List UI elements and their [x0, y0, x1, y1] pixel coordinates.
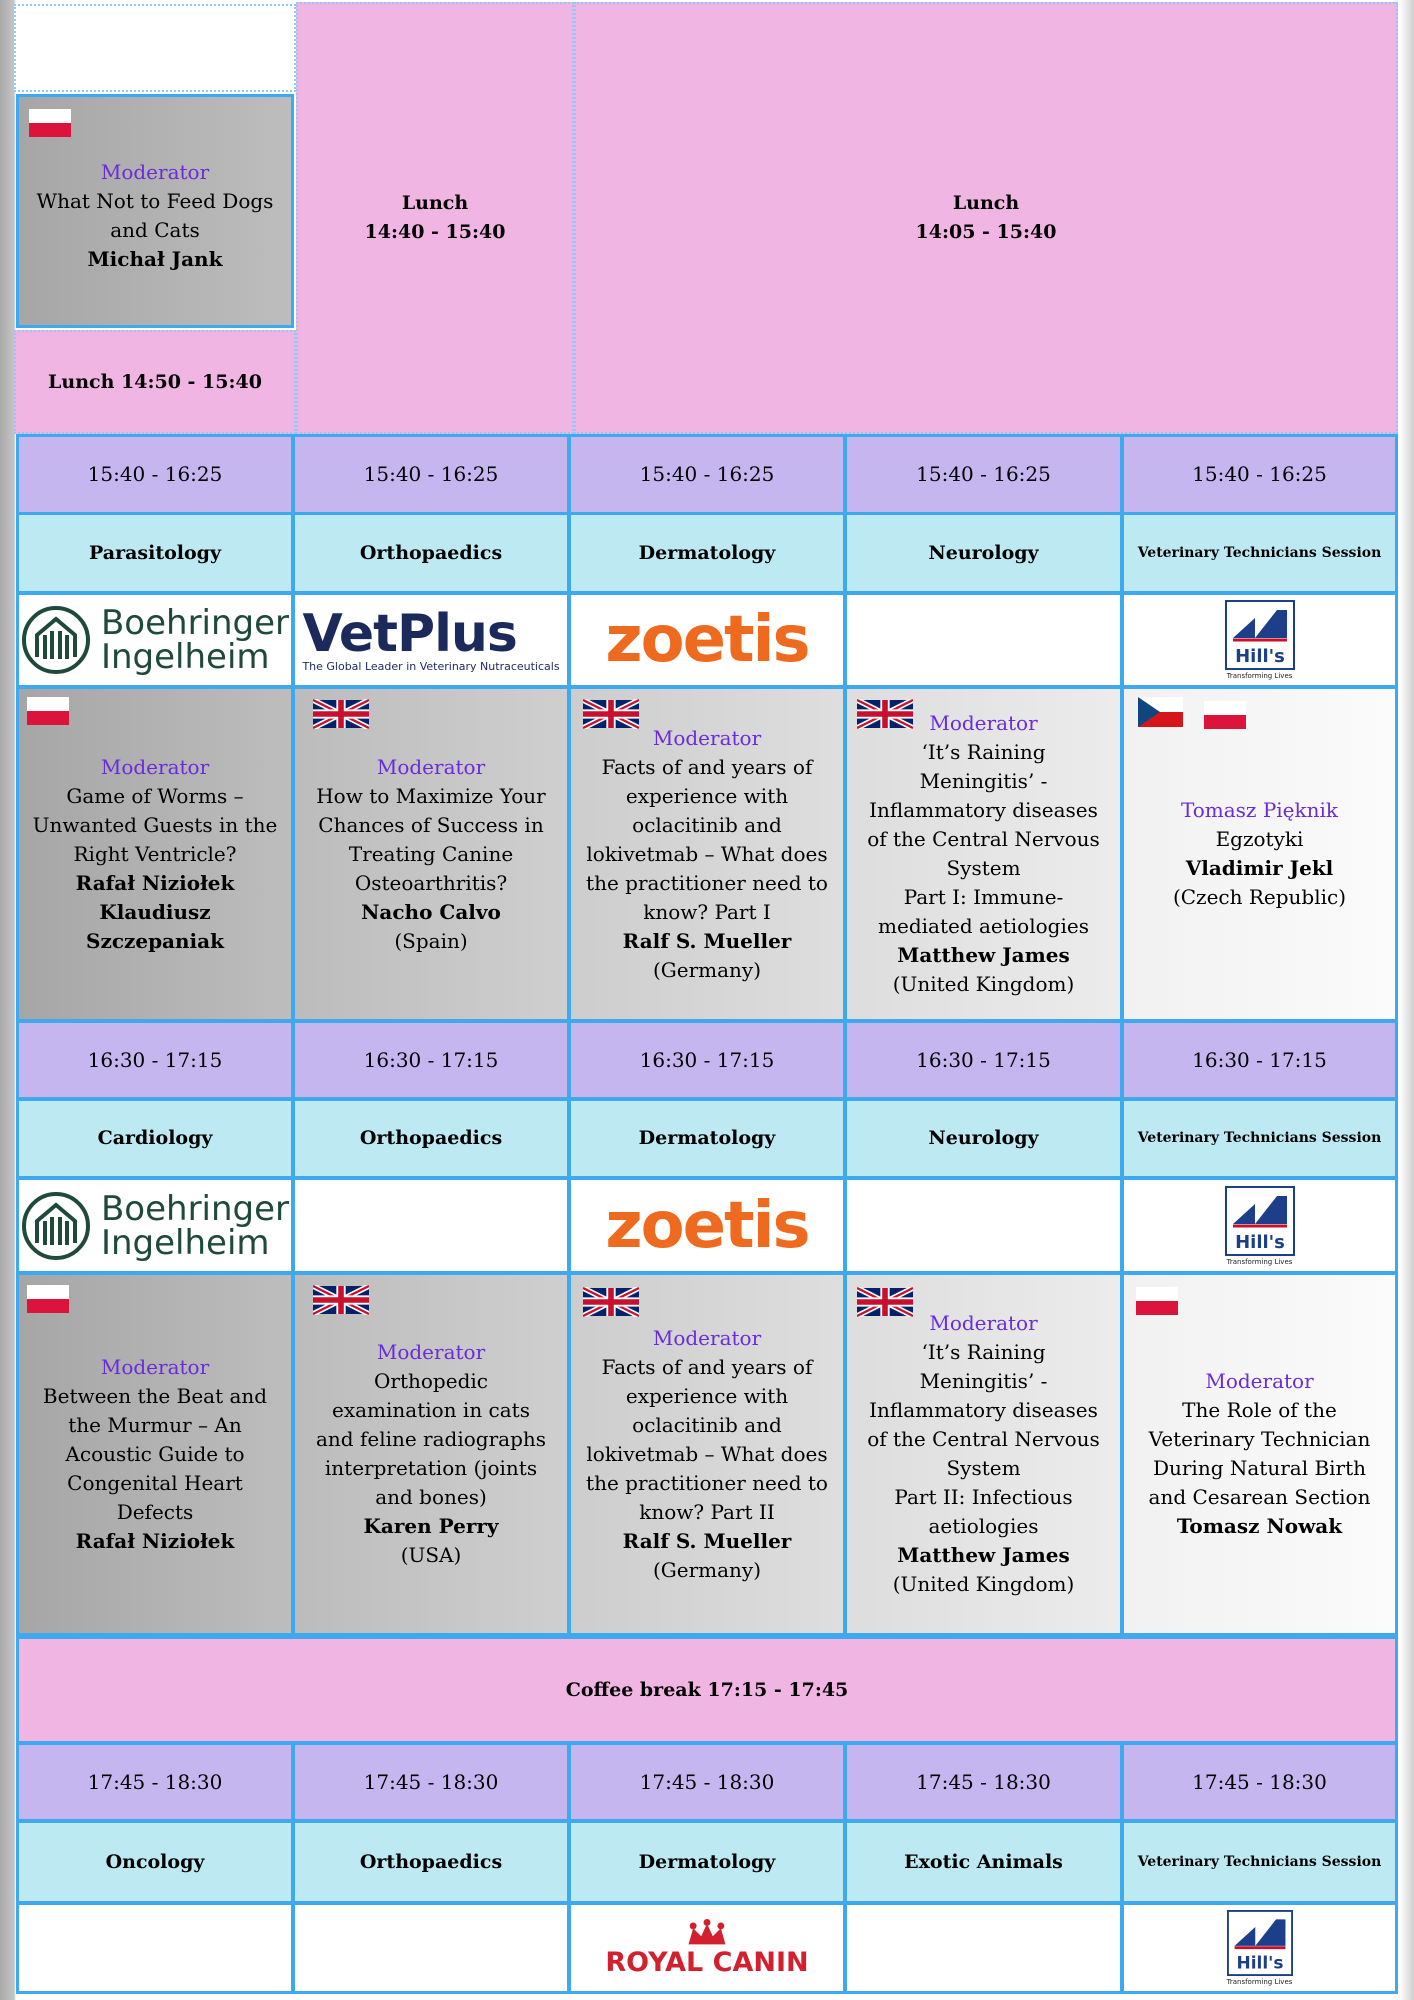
royal-canin-logo: [605, 1919, 808, 1977]
session-subtitle: Part II: Infectious aetiologies: [894, 1485, 1073, 1538]
moderator-label: Moderator: [1205, 1369, 1314, 1393]
sponsor-cell: [568, 1177, 846, 1274]
time-slot: [568, 1020, 846, 1100]
session-title: ‘It’s Raining Meningitis’ - Inflammatory diseases of the Central Nervous System: [867, 1340, 1100, 1480]
speaker-name: Karen Perry: [363, 1514, 499, 1538]
sponsor-cell: [1121, 1177, 1398, 1274]
topic-label: Dermatology: [638, 541, 776, 564]
session-title: Orthopedic examination in cats and feline radiographs interpretation (joints and bones): [315, 1369, 547, 1509]
topic-label: Orthopaedics: [359, 1127, 503, 1149]
topic-label: Neurology: [928, 541, 1039, 564]
topic-label: Exotic Animals: [904, 1850, 1063, 1873]
session-cell: [292, 1272, 570, 1636]
session-title: Facts of and years of experience with oclacitinib and lokivetmab – What does the practitioner need to know? Part II: [586, 1354, 828, 1524]
session-title: The Role of the Veterinary Technician During Natural Birth and Cesarean Section: [1148, 1398, 1371, 1509]
topic-cell: [568, 1098, 846, 1179]
speaker-country: (United Kingdom): [892, 1572, 1075, 1596]
logo-tagline: Transforming Lives: [1226, 1257, 1293, 1266]
boehringer-ingelheim-logo: [21, 605, 289, 675]
topic-cell: [844, 1098, 1123, 1179]
session-title: How to Maximize Your Chances of Success in Treating Canine Osteoarthritis?: [316, 783, 546, 895]
speaker-country: (Germany): [652, 1557, 762, 1582]
time-slot: [1121, 1020, 1398, 1100]
hills-logo: [1225, 600, 1295, 680]
hills-logo: [1225, 1186, 1295, 1266]
time-text: 16:30 - 17:15: [639, 1047, 775, 1072]
moderator-label: Moderator: [376, 754, 486, 779]
session-title: Between the Beat and the Murmur – An Acoustic Guide to Congenital Heart Defects: [42, 1383, 268, 1524]
time-text: 15:40 - 16:25: [916, 462, 1051, 486]
moderator-label: Moderator: [929, 711, 1038, 735]
topic-label: Dermatology: [638, 1127, 776, 1149]
time-slot: [292, 1742, 570, 1822]
sponsor-cell: [1121, 1902, 1398, 1994]
hills-icon: [1225, 1186, 1295, 1256]
topic-label: Dermatology: [638, 1850, 776, 1873]
speaker-country: (Czech Republic): [1172, 885, 1347, 909]
sponsor-cell-empty: [292, 1177, 570, 1274]
topic-cell: [1121, 1820, 1398, 1904]
time-text: 15:40 - 16:25: [363, 462, 499, 486]
time-slot: [568, 1742, 846, 1822]
topic-cell: [292, 512, 570, 594]
uk-flag-icon: [857, 1287, 913, 1317]
time-slot: [568, 434, 846, 515]
topic-label: Cardiology: [97, 1127, 213, 1149]
session-title: ‘It’s Raining Meningitis’ - Inflammatory diseases of the Central Nervous System: [867, 740, 1100, 880]
speaker-name: Tomasz Nowak: [1176, 1514, 1343, 1538]
uk-flag-icon: [857, 699, 913, 729]
sponsor-cell: [568, 1902, 846, 1994]
time-slot: [844, 434, 1123, 515]
topic-cell: [292, 1098, 570, 1179]
topic-cell: [16, 1098, 294, 1179]
time-slot: [16, 1020, 294, 1100]
uk-flag-icon: [313, 1285, 369, 1315]
lunch-cell-wide: [574, 2, 1398, 434]
lunch-label: Lunch: [401, 192, 469, 214]
speaker-country: (Germany): [652, 957, 762, 982]
speaker-country: (USA): [400, 1543, 462, 1567]
speaker-name: Ralf S. Mueller: [622, 1528, 792, 1553]
crown-icon: [677, 1919, 737, 1949]
lunch-time: 14:40 - 15:40: [364, 221, 506, 243]
topic-cell: [16, 512, 294, 594]
speaker-country: (United Kingdom): [892, 972, 1075, 996]
topic-label: Veterinary Technicians Session: [1137, 1853, 1382, 1870]
top-empty-cell: [14, 4, 296, 92]
session-title: What Not to Feed Dogs and Cats: [36, 189, 274, 242]
session-cell: [844, 1272, 1123, 1636]
session-title: Egzotyki: [1215, 827, 1304, 851]
lunch-label: Lunch 14:50 - 15:40: [48, 370, 262, 393]
topic-cell: [1121, 1098, 1398, 1179]
time-text: 15:40 - 16:25: [1192, 462, 1327, 486]
time-text: 17:45 - 18:30: [916, 1769, 1051, 1794]
moderator-label: Moderator: [100, 754, 210, 779]
sponsor-cell: [1121, 592, 1398, 688]
speaker-name: Klaudiusz Szczepaniak: [86, 899, 224, 953]
session-title: Facts of and years of experience with oclacitinib and lokivetmab – What does the practitioner need to know? Part I: [586, 754, 828, 924]
hills-logo: [1227, 1910, 1293, 1986]
topic-label: Veterinary Technicians Session: [1137, 1130, 1382, 1146]
time-text: 15:40 - 16:25: [639, 462, 775, 486]
topic-cell: [844, 1820, 1123, 1904]
speaker-name: Matthew James: [897, 943, 1070, 967]
logo-text: ROYAL CANIN: [605, 1947, 809, 1978]
speaker-name: Ralf S. Mueller: [622, 928, 792, 953]
speaker-name: Vladimir Jekl: [1185, 856, 1334, 880]
session-cell: [844, 686, 1123, 1022]
speaker-country: (Spain): [394, 928, 468, 953]
topic-label: Oncology: [105, 1850, 205, 1873]
lunch-time: 14:05 - 15:40: [915, 221, 1057, 243]
moderator-label: Moderator: [929, 1311, 1038, 1335]
zoetis-logo: zoetis: [605, 1188, 809, 1263]
topic-cell: [292, 1820, 570, 1904]
session-cell: [16, 1272, 294, 1636]
moderator-label: Moderator: [100, 160, 210, 184]
uk-flag-icon: [583, 699, 639, 729]
topic-cell: [16, 1820, 294, 1904]
poland-flag-icon: [29, 109, 71, 137]
time-text: 17:45 - 18:30: [87, 1769, 223, 1794]
topic-cell: [844, 512, 1123, 594]
sponsor-cell-empty: [844, 1902, 1123, 1994]
moderator-label: Moderator: [652, 1325, 762, 1350]
time-text: 17:45 - 18:30: [639, 1769, 775, 1794]
topic-cell: [568, 512, 846, 594]
boehringer-ingelheim-icon: [21, 605, 91, 675]
time-slot: [16, 1742, 294, 1822]
sponsor-cell: [16, 1177, 294, 1274]
sponsor-cell-empty: [16, 1902, 294, 1994]
topic-label: Orthopaedics: [359, 541, 503, 564]
poland-flag-icon: [1136, 1287, 1178, 1315]
speaker-name: Rafał Niziołek: [75, 1528, 235, 1553]
hills-icon: [1227, 1910, 1293, 1976]
moderator-label: Moderator: [376, 1340, 486, 1364]
logo-text: VetPlus: [302, 604, 517, 664]
logo-tagline: Transforming Lives: [1226, 1978, 1293, 1986]
time-slot: [844, 1020, 1123, 1100]
time-slot: [1121, 434, 1398, 515]
logo-text: Ingelheim: [100, 1222, 270, 1263]
session-title: Game of Worms – Unwanted Guests in the Right Ventricle?: [32, 783, 278, 866]
session-cell: [568, 1272, 846, 1636]
coffee-break-label: Coffee break 17:15 - 17:45: [565, 1678, 849, 1701]
logo-tagline: The Global Leader in Veterinary Nutraceuticals: [302, 660, 560, 673]
session-cell: [1121, 1272, 1398, 1636]
time-text: 15:40 - 16:25: [87, 462, 223, 486]
coffee-break-cell: [16, 1636, 1398, 1744]
time-text: 16:30 - 17:15: [363, 1047, 499, 1072]
poland-flag-icon: [27, 697, 69, 725]
moderator-name: Tomasz Pięknik: [1180, 798, 1339, 822]
logo-tagline: Transforming Lives: [1226, 672, 1293, 680]
time-text: 17:45 - 18:30: [1192, 1769, 1327, 1794]
logo-text: Ingelheim: [100, 637, 270, 677]
topic-cell: [568, 1820, 846, 1904]
time-slot: [1121, 1742, 1398, 1822]
topic-label: Parasitology: [89, 541, 221, 564]
time-slot: [292, 434, 570, 515]
vetplus-logo: [302, 604, 560, 673]
hills-icon: [1225, 600, 1295, 670]
session-cell: [1121, 686, 1398, 1022]
time-text: 16:30 - 17:15: [87, 1047, 223, 1072]
time-slot: [844, 1742, 1123, 1822]
czech-flag-icon: [1138, 697, 1183, 727]
session-subtitle: Part I: Immune-mediated aetiologies: [878, 885, 1089, 938]
zoetis-logo: zoetis: [605, 603, 809, 677]
topic-label: Neurology: [928, 1127, 1039, 1149]
lunch-cell-col1: [14, 330, 296, 434]
uk-flag-icon: [313, 699, 369, 729]
sponsor-cell: [16, 592, 294, 688]
logo-text: Boehringer: [100, 1188, 290, 1229]
boehringer-ingelheim-icon: [21, 1191, 91, 1261]
poland-flag-icon: [27, 1285, 69, 1313]
time-text: 17:45 - 18:30: [363, 1769, 499, 1794]
topic-label: Veterinary Technicians Session: [1137, 544, 1382, 561]
time-text: 16:30 - 17:15: [1192, 1047, 1327, 1072]
speaker-name: Rafał Niziołek: [75, 870, 235, 895]
moderator-label: Moderator: [100, 1354, 210, 1379]
sponsor-cell: [568, 592, 846, 688]
lunch-cell-col2: [296, 2, 574, 434]
time-slot: [292, 1020, 570, 1100]
uk-flag-icon: [583, 1287, 639, 1317]
sponsor-cell: [292, 592, 570, 688]
session-cell: [16, 686, 294, 1022]
logo-text: Boehringer: [100, 603, 290, 643]
speaker-name: Matthew James: [897, 1543, 1070, 1567]
session-cell: [292, 686, 570, 1022]
moderator-label: Moderator: [652, 725, 762, 750]
sponsor-cell-empty: [292, 1902, 570, 1994]
lunch-label: Lunch: [952, 192, 1020, 214]
speaker-name: Nacho Calvo: [361, 899, 501, 924]
sponsor-cell-empty: [844, 1177, 1123, 1274]
poland-flag-icon: [1204, 701, 1246, 729]
top-session-jank: [16, 94, 294, 328]
topic-cell: [1121, 512, 1398, 594]
session-cell: [568, 686, 846, 1022]
sponsor-cell-empty: [844, 592, 1123, 688]
boehringer-ingelheim-logo: [21, 1188, 290, 1263]
speaker-name: Michał Jank: [87, 247, 223, 271]
time-slot: [16, 434, 294, 515]
topic-label: Orthopaedics: [359, 1850, 503, 1873]
time-text: 16:30 - 17:15: [916, 1047, 1051, 1072]
